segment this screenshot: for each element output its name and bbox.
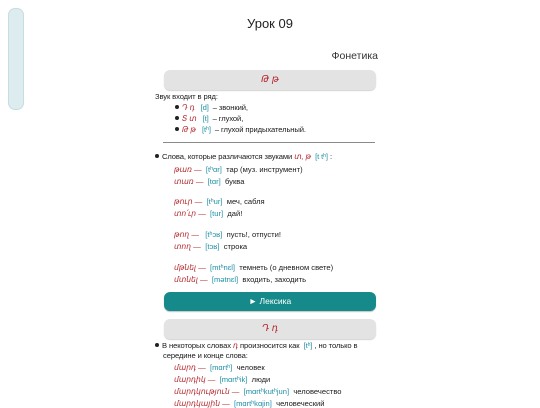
d-note-suffix: , но только в <box>314 341 358 350</box>
bullet <box>155 154 159 158</box>
divider <box>163 142 375 143</box>
word: տառ — <box>174 177 204 186</box>
word-ipa: [tʰur] <box>206 197 223 206</box>
d-word-row <box>174 375 270 384</box>
page-title: Урок 09 <box>247 16 293 31</box>
word: մարդկային — <box>174 399 230 408</box>
word-pair-row <box>174 263 333 272</box>
d-note-mid: произносится как <box>239 341 300 350</box>
distinguish-ipa: [t tʰ] <box>315 152 328 161</box>
word-ipa: [mətnɛl] <box>211 275 239 284</box>
word-pair-row <box>174 242 247 251</box>
d-note-prefix: В некоторых словах <box>162 341 231 350</box>
intro-text: Звук входит в ряд: <box>155 92 218 101</box>
d-note-line2: середине и конце слова: <box>163 351 248 360</box>
word-pair-row <box>174 230 281 239</box>
word-ipa: [tɑr] <box>207 177 221 186</box>
word-pair-row <box>174 197 265 206</box>
d-word-row <box>174 387 342 396</box>
d-note-letter: դ <box>232 341 238 350</box>
series-desc: – глухой, <box>212 114 244 123</box>
word: մարդիկ — <box>174 375 216 384</box>
word-ipa: [tʰɔʁ] <box>205 230 223 239</box>
series-item-d <box>175 103 248 112</box>
word-meaning: меч, сабля <box>226 197 265 206</box>
word-meaning: буква <box>224 177 245 186</box>
word-ipa: [tɔʁ] <box>205 242 220 251</box>
word-meaning: пусть!, отпусти! <box>226 230 281 239</box>
d-word-row <box>174 399 325 408</box>
section-title: Фонетика <box>331 50 378 62</box>
word-ipa: [mtʰnɛl] <box>210 263 236 272</box>
word-meaning: человеческий <box>276 399 325 408</box>
series-item-th <box>175 125 306 134</box>
word-ipa: [mɑrtʰkutʰjun] <box>243 387 290 396</box>
word-pair-row <box>174 165 303 174</box>
series-ipa: [d] <box>200 103 209 112</box>
d-note-ipa: [tʰ] <box>303 341 313 350</box>
word-meaning: темнеть (о дневном свете) <box>239 263 334 272</box>
bullet <box>175 116 179 120</box>
word-meaning: входить, заходить <box>242 275 307 284</box>
word-ipa: [tur] <box>210 209 224 218</box>
series-item-t <box>175 114 243 123</box>
letter-d-button[interactable]: Դ դ <box>164 319 376 339</box>
word-pair-row <box>174 177 244 186</box>
series-letter: Տ տ <box>182 114 197 123</box>
word-pair-row <box>174 275 306 284</box>
word-meaning: тар (муз. инструмент) <box>226 165 303 174</box>
word: թող — <box>174 230 199 239</box>
word: թուր — <box>174 197 203 206</box>
distinguish-suffix: : <box>329 152 332 161</box>
word-ipa: [mɑrtʰik] <box>219 375 248 384</box>
word: տող — <box>174 242 201 251</box>
series-ipa: [tʰ] <box>201 125 211 134</box>
d-word-row <box>174 363 265 372</box>
word: մարդ — <box>174 363 206 372</box>
distinguish-prefix: Слова, которые различаются звуками <box>162 152 293 161</box>
word-meaning: дай! <box>227 209 243 218</box>
word: մտնել — <box>174 275 208 284</box>
distinguish-letters: տ, թ <box>294 152 312 161</box>
word-pair-row <box>174 209 242 218</box>
phonetics-letter-button[interactable]: Թ թ <box>164 70 376 90</box>
word-meaning: люди <box>251 375 271 384</box>
bullet <box>175 127 179 131</box>
d-note-line1 <box>155 341 357 350</box>
word: մարդկություն — <box>174 387 240 396</box>
distinguish-line <box>155 152 332 161</box>
bullet <box>175 105 179 109</box>
word-ipa: [mɑrtʰkɑjin] <box>233 399 272 408</box>
series-desc: – глухой придыхательный. <box>214 125 306 134</box>
word-ipa: [tʰɑr] <box>205 165 222 174</box>
scrollbar-thumb[interactable] <box>8 8 24 110</box>
word: թառ — <box>174 165 202 174</box>
bullet <box>155 343 159 347</box>
word: տո՛ւր — <box>174 209 206 218</box>
word: մթնել — <box>174 263 206 272</box>
series-desc: – звонкий, <box>212 103 248 112</box>
series-letter: Դ դ <box>182 103 195 112</box>
series-ipa: [t] <box>202 114 209 123</box>
word-meaning: человечество <box>293 387 342 396</box>
word-ipa: [mɑrtʰ] <box>210 363 233 372</box>
word-meaning: строка <box>223 242 248 251</box>
series-letter: Թ թ <box>182 125 196 134</box>
lexics-button[interactable]: ► Лексика <box>164 292 376 311</box>
word-meaning: человек <box>236 363 265 372</box>
